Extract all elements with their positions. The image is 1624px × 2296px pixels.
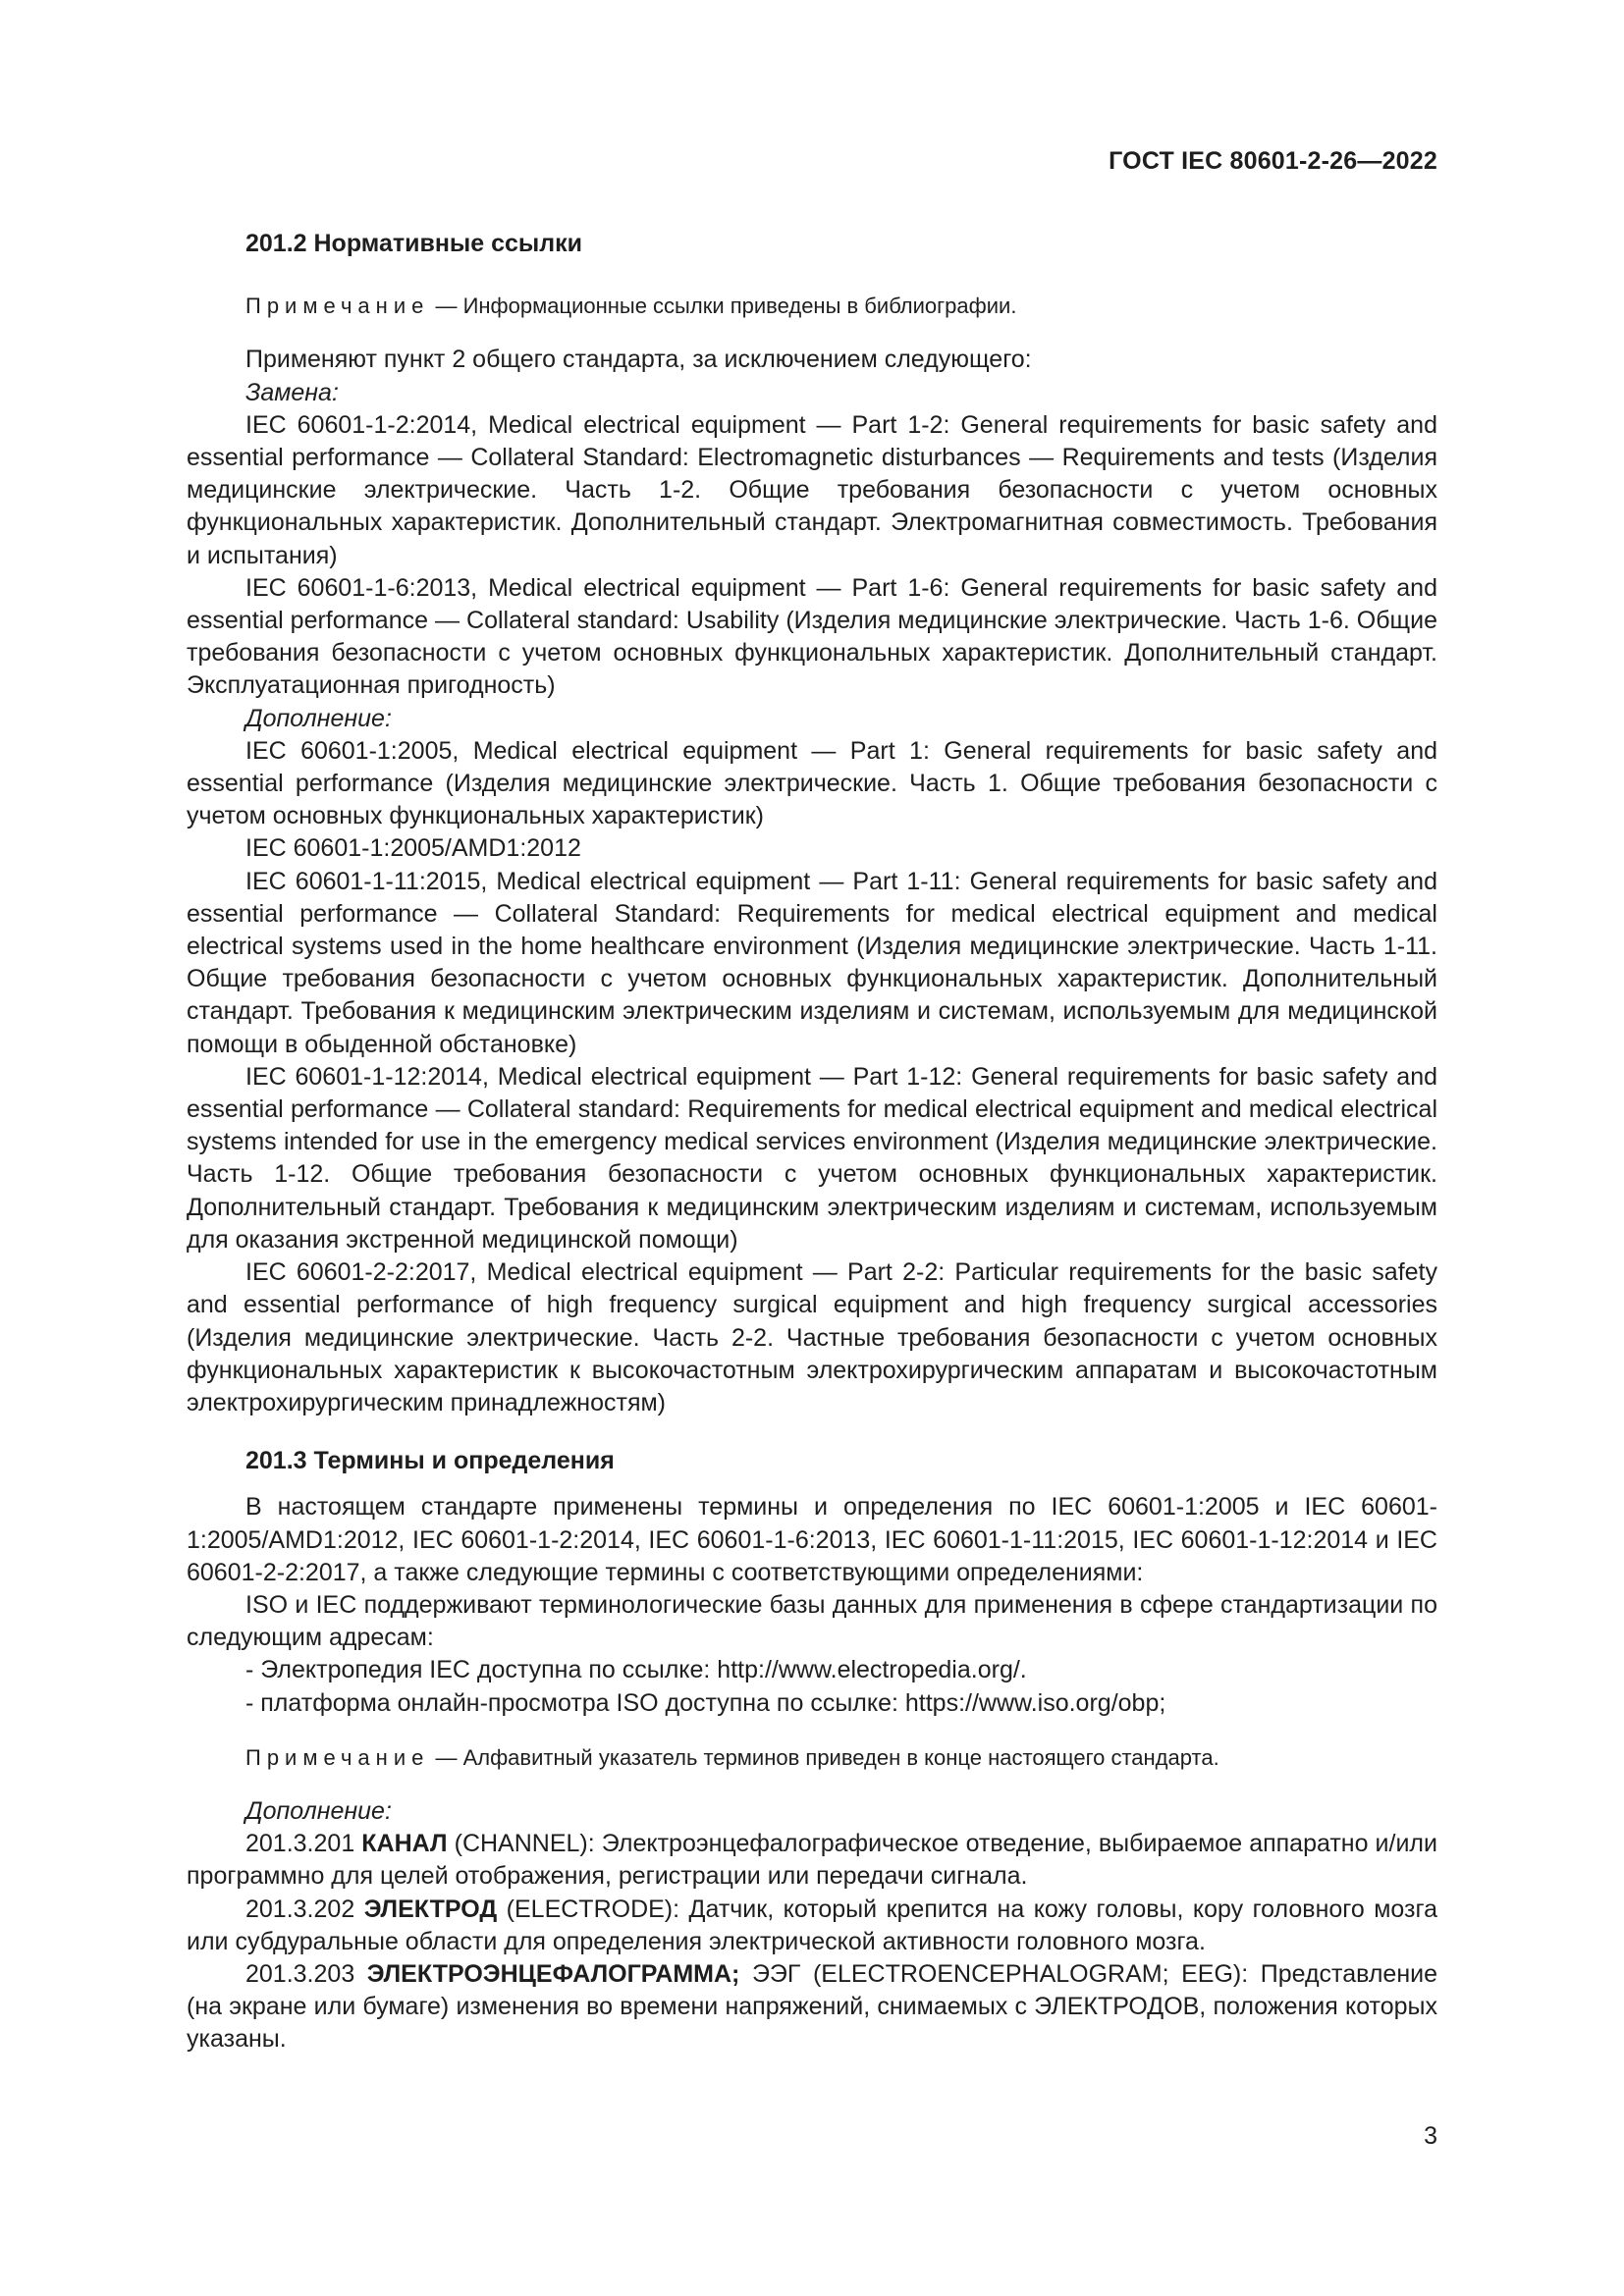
addition-label: Дополнение:: [245, 704, 392, 732]
page-number: 3: [1424, 2122, 1437, 2150]
section-heading-normative-references: 201.2 Нормативные ссылки: [245, 230, 583, 257]
reference-item: IEC 60601-1-11:2015, Medical electrical equipment — Part 1-11: General requirements for basic safety and essential performance — Collateral Standard: Requirements for medical electrical equipment and medical electrical systems used in the home healthcare environment (Изделия медицинские электрические. Часть 1-11. Общие требования безопасности с учетом основных функциональных характеристик. Дополнительный стандарт. Требования к медицинским электрическим изделиям и системам, используемым для медицинской помощи в обыденной обстановке): [187, 867, 1437, 1058]
note: [187, 1741, 1437, 1774]
term-name: ЭЛЕКТРОЭНЦЕФАЛОГРАММА;: [366, 1959, 740, 1988]
reference-item: IEC 60601-1:2005, Medical electrical equipment — Part 1: General requirements for basic safety and essential performance (Изделия медицинские электрические. Часть 1. Общие требования безопасности с учетом основных функциональных характеристик): [187, 736, 1437, 830]
addition-label: Дополнение:: [245, 1796, 392, 1825]
term-definition-text: (ELECTRODE): Датчик, который крепится на кожу головы, кору головного мозга или субдуральные области для определения электрической активности головного мозга.: [187, 1895, 1437, 1955]
reference-item: IEC 60601-1-2:2014, Medical electrical equipment — Part 1-2: General requirements for basic safety and essential performance — Collateral Standard: Electromagnetic disturbances — Requirements and tests (Изделия медицинские электрические. Часть 1-2. Общие требования безопасности с учетом основных функциональных характеристик. Дополнительный стандарт. Электромагнитная совместимость. Требования и испытания): [187, 410, 1437, 569]
page-content: [187, 228, 1437, 2056]
paragraph: ISO и IEC поддерживают терминологические базы данных для применения в сфере стандартизации по следующим адресам:: [187, 1590, 1437, 1652]
term-number: 201.3.202: [245, 1895, 364, 1923]
paragraph: Применяют пункт 2 общего стандарта, за исключением следующего:: [245, 346, 1032, 374]
section-heading-terms-definitions: 201.3 Термины и определения: [245, 1447, 615, 1475]
reference-item: IEC 60601-2-2:2017, Medical electrical equipment — Part 2-2: Particular requirements for the basic safety and essential performance of high frequency surgical equipment and high frequency surgical accessories (Изделия медицинские электрические. Часть 2-2. Частные требования безопасности с учетом основных функциональных характеристик к высокочастотным электрохирургическим аппаратам и высокочастотным электрохирургическим принадлежностям): [187, 1258, 1437, 1416]
list-item: - Электропедия IEC доступна по ссылке: http://www.electropedia.org/.: [245, 1656, 1027, 1684]
term-name: ЭЛЕКТРОД: [363, 1895, 498, 1923]
term-definition-text: (CHANNEL): Электроэнцефалографическое отведение, выбираемое аппаратно и/или программно для целей отображения, регистрации или передачи сигнала.: [187, 1830, 1437, 1891]
note-text: — Алфавитный указатель терминов приведен в конце настоящего стандарта.: [429, 1744, 1219, 1770]
term-definition: [187, 1828, 1437, 1893]
term-number: 201.3.201: [245, 1830, 362, 1858]
note-text: — Информационные ссылки приведены в библиографии.: [429, 294, 1017, 319]
note-label: Примечание: [245, 1744, 430, 1770]
replacement-label: Замена:: [245, 378, 339, 406]
term-name: КАНАЛ: [361, 1830, 448, 1858]
reference-item: IEC 60601-1-12:2014, Medical electrical equipment — Part 1-12: General requirements for basic safety and essential performance — Collateral standard: Requirements for medical electrical equipment and medical electrical systems intended for use in the emergency medical services environment (Изделия медицинские электрические. Часть 1-12. Общие требования безопасности с учетом основных функциональных характеристик. Дополнительный стандарт. Требования к медицинским электрическим изделиям и системам, используемым для оказания экстренной медицинской помощи): [187, 1062, 1437, 1254]
list-item: - платформа онлайн-просмотра ISO доступна по ссылке: https://www.iso.org/obp;: [245, 1688, 1166, 1717]
document-header: ГОСТ IEC 80601-2-26—2022: [1109, 147, 1437, 175]
term-definition-text: ЭЭГ (ELECTROENCEPHALOGRAM; EEG): Представление (на экране или бумаге) изменения во времени напряжений, снимаемых с ЭЛЕКТРОДОВ, положения которых указаны.: [187, 1959, 1437, 2054]
paragraph: В настоящем стандарте применены термины и определения по IEC 60601-1:2005 и IEC 60601-1:2005/AMD1:2012, IEC 60601-1-2:2014, IEC 60601-1-6:2013, IEC 60601-1-11:2015, IEC 60601-1-12:2014 и IEC 60601-2-2:2017, а также следующие термины с соответствующими определениями:: [187, 1493, 1437, 1586]
reference-item: IEC 60601-1-6:2013, Medical electrical equipment — Part 1-6: General requirements for basic safety and essential performance — Collateral standard: Usability (Изделия медицинские электрические. Часть 1-6. Общие требования безопасности с учетом основных функциональных характеристик. Дополнительный стандарт. Эксплуатационная пригодность): [187, 573, 1437, 700]
note-label: Примечание: [245, 294, 430, 319]
term-number: 201.3.203: [245, 1959, 367, 1988]
term-definition: [187, 1894, 1437, 1958]
reference-item: IEC 60601-1:2005/AMD1:2012: [245, 834, 581, 863]
term-definition: [187, 1958, 1437, 2056]
note: [187, 290, 1437, 322]
